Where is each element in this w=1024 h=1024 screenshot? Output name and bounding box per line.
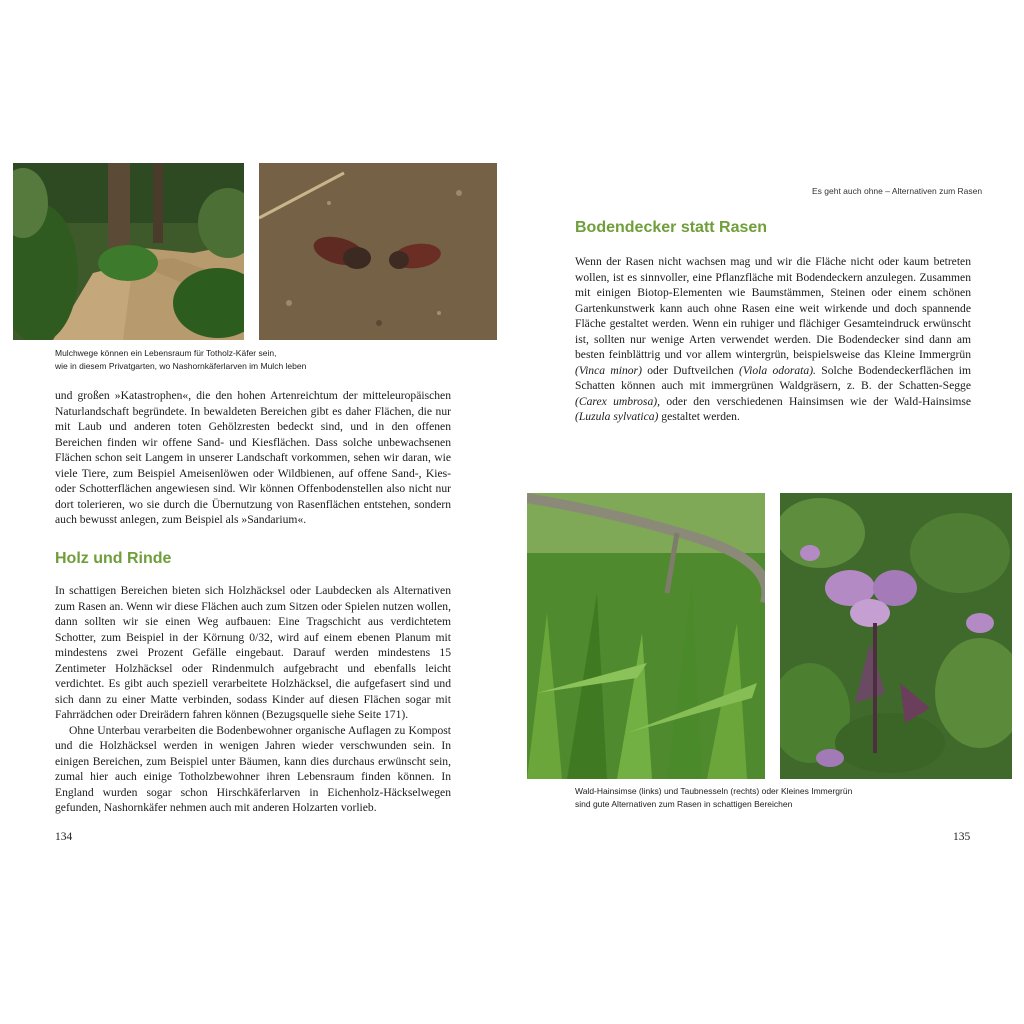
body-paragraph: In schattigen Bereichen bieten sich Holzhäcksel oder Laubdecken als Alternativen zum Rasen an. Wenn wir diese Flächen auch zum Sitzen oder Spielen nutzen wollen, dann sollten wir sie einen Weg aufbauen: Eine Tragschicht aus verdichtetem Schotter, zum Beispiel in der Körnung 0/32, wird auf einem ebenen Planum mit mindestens zwei Prozent Gefälle eingebaut. Darauf werden mindestens 15 Zentimeter Holzhäcksel oder Rindenmulch aufgebracht und ebenfalls leicht verdichtet. Es gibt auch speziell verarbeitete Holzhäcksel, die aufgefasert sind und sich dann zu einer Matte verbinden, sodass Kinder auf diesen Flächen sogar mit Fahrrädchen oder Dreirädern fahren können (Bezugsquelle siehe Seite 171). (55, 584, 451, 721)
rhinoceros-beetle-larvae-photo (259, 163, 497, 340)
wood-rush-photo (527, 493, 765, 779)
caption-line: wie in diesem Privatgarten, wo Nashornkäferlarven im Mulch leben (55, 361, 307, 371)
left-photo-caption (55, 347, 306, 373)
section-heading-holz-und-rinde: Holz und Rinde (55, 550, 172, 567)
page-number-right: 135 (953, 831, 971, 843)
body-paragraph: Ohne Unterbau verarbeiten die Bodenbewohner organische Auflagen zu Kompost und die Holzhäcksel werden in wenigen Jahren wieder verschwunden sein. In einigen Bereichen, zum Beispiel unter Bäumen, kann dies durchaus erwünscht sein, zumal hier auch einige Totholzbewohner ihren Lebensraum finden können. In England wurden sogar schon Hirschkäferlarven in Eichenholz-Häckselwegen gefunden, Nashornkäfer nehmen auch mit anderen Holzarten vorlieb. (55, 723, 451, 814)
intro-paragraph: und großen »Katastrophen«, die den hohen Artenreichtum der mitteleuropäischen Naturlandschaft begründete. In bewaldeten Bereichen gibt es daher Flächen, die nur mit Laub und anderen toten Gehölzresten bedeckt sind, und in den offenen Bereichen finden wir offene Sand- und Kiesflächen. Dass solche unbewachsenen Flächen schon seit Langem in unserer Landschaft vorkommen, sehen wir daran, wie viele Tiere, zum Beispiel Ameisenlöwen oder Wildbienen, auf offene Sand-, Kies- oder Schotterflächen angewiesen sind. Wir können Offenbodenstellen also nicht nur dort tolerieren, wo sie durch die Übernutzung von Rasenflächen entstehen, sondern auch bewusst anlegen, zum Beispiel als »Sandarium«. (55, 389, 451, 526)
running-head: Es geht auch ohne – Alternativen zum Rasen (812, 186, 983, 196)
caption-line: sind gute Alternativen zum Rasen in schattigen Bereichen (575, 799, 793, 809)
mulch-path-photo (13, 163, 244, 340)
right-photo-caption (575, 785, 852, 811)
caption-line: Wald-Hainsimse (links) und Taubnesseln (rechts) oder Kleines Immergrün (575, 786, 853, 796)
dead-nettle-photo (780, 493, 1012, 779)
holz-und-rinde-text-block (55, 583, 451, 816)
caption-line: Mulchwege können ein Lebensraum für Totholz-Käfer sein, (55, 348, 277, 358)
body-paragraph: Wenn der Rasen nicht wachsen mag und wir die Fläche nicht oder kaum betreten wollen, ist es sinnvoller, eine Pflanzfläche mit Bodendeckern anzulegen. Zusammen mit einigen Biotop-Elementen wie Baumstämmen, Steinen oder einem schönen Gartenkunstwerk kann auch ohne Rasen eine weit wirkende und doch spannende Fläche gestaltet werden. Wenn ein ruhiger und flächiger Gesamteindruck erwünscht ist, sollten nur wenige Arten verwendet werden. Die Bodendecker sind dann am besten feinblättrig und vor allem wintergrün, beispielsweise das Kleine Immergrün (Vinca minor) oder Duftveilchen (Viola odorata). Solche Bodendeckerflächen im Schatten können auch mit immergrünen Waldgräsern, z. B. der Schatten-Segge (Carex umbrosa), oder den verschiedenen Hainsimsen wie der Wald-Hainsimse (Luzula sylvatica) gestaltet werden. (575, 255, 972, 423)
page-number-left: 134 (55, 831, 73, 843)
section-heading-bodendecker: Bodendecker statt Rasen (575, 219, 768, 236)
intro-text-block (55, 388, 451, 528)
bodendecker-text-block (575, 254, 971, 425)
